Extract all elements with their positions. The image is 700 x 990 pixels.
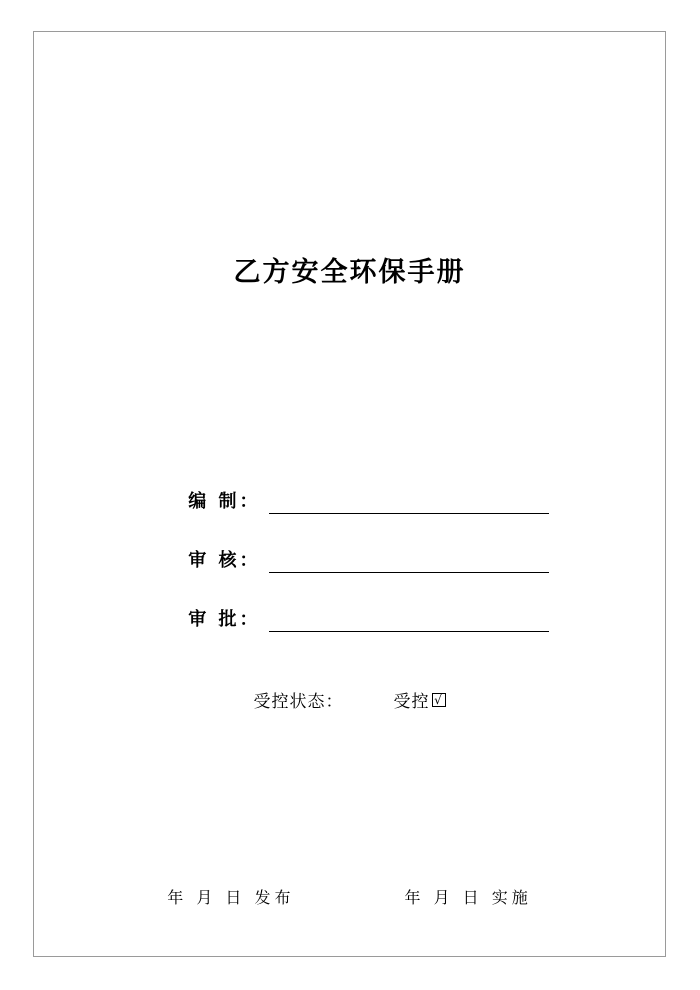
controlled-status-row xyxy=(34,687,665,712)
footer-implement-date: 年 月 日 实施 xyxy=(404,888,532,907)
document-page xyxy=(33,31,666,957)
controlled-status-text: 受控 xyxy=(393,692,430,712)
field-row-approved-by xyxy=(34,605,665,632)
controlled-status-label: 受控状态： xyxy=(253,692,344,712)
checkbox-checked-icon[interactable]: √ xyxy=(432,693,446,707)
controlled-status-value xyxy=(394,687,446,712)
field-row-reviewed-by xyxy=(34,546,665,573)
field-input-prepared-by[interactable] xyxy=(269,491,549,514)
field-input-reviewed-by[interactable] xyxy=(269,550,549,573)
field-label-reviewed-by: 审 核： xyxy=(188,550,261,571)
signature-fields xyxy=(34,487,665,664)
document-footer xyxy=(34,885,665,908)
field-label-approved-by: 审 批： xyxy=(188,609,261,630)
field-input-approved-by[interactable] xyxy=(269,609,549,632)
field-label-prepared-by: 编 制： xyxy=(188,491,261,512)
field-row-prepared-by xyxy=(34,487,665,514)
page-title: 乙方安全环保手册 xyxy=(233,257,466,288)
footer-issue-date: 年 月 日 发布 xyxy=(167,888,295,907)
